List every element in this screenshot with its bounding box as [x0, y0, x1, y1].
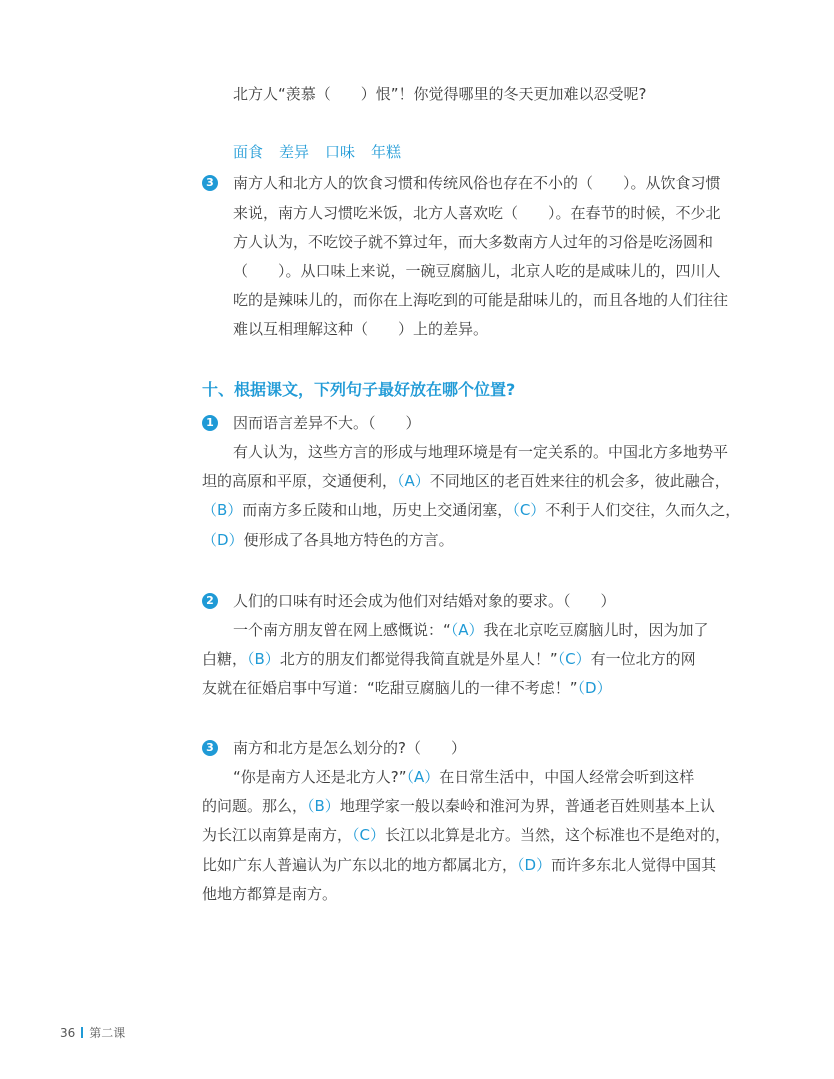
lesson-label: 第二课 — [89, 1026, 126, 1040]
paragraph-line: “你是南方人还是北方人?”（A）在日常生活中，中国人经常会听到这样 — [233, 768, 695, 786]
paragraph-line: 比如广东人普遍认为广东以北的地方都属北方，（D）而许多东北人觉得中国其 — [202, 856, 717, 874]
question-number-badge: 2 — [202, 593, 218, 609]
page-number: 36 — [60, 1026, 76, 1040]
paragraph-line: 白糖，（B）北方的朋友们都觉得我简直就是外星人！”（C）有一位北方的网 — [202, 650, 696, 668]
word-bank-item: 年糕 — [371, 143, 402, 161]
question-sentence: 因而语言差异不大。（ ） — [233, 414, 421, 432]
paragraph-line: 友就在征婚启事中写道：“吃甜豆腐脑儿的一律不考虑！”（D） — [202, 679, 612, 697]
footer-divider — [81, 1027, 83, 1038]
paragraph-line: 坦的高原和平原，交通便利，（A）不同地区的老百姓来往的机会多，彼此融合， — [202, 472, 730, 490]
position-marker: （D） — [577, 679, 612, 697]
paragraph-line: 方人认为，不吃饺子就不算过年，而大多数南方人过年的习俗是吃汤圆和 — [233, 233, 714, 251]
section-heading: 十、根据课文，下列句子最好放在哪个位置? — [202, 380, 516, 399]
paragraph-line: （ ）。从口味上来说，一碗豆腐脑儿，北京人吃的是咸味儿的，四川人 — [233, 262, 721, 280]
paragraph-line: 难以互相理解这种（ ）上的差异。 — [233, 320, 489, 338]
question-number-badge: 3 — [202, 740, 218, 756]
paragraph-line: 的问题。那么，（B）地理学家一般以秦岭和淮河为界，普通老百姓则基本上认 — [202, 797, 715, 815]
word-bank-item: 口味 — [325, 143, 356, 161]
position-marker: （D） — [517, 856, 552, 874]
position-marker: （C） — [557, 650, 591, 668]
position-marker: （B） — [202, 501, 243, 519]
paragraph-line: 吃的是辣味儿的，而你在上海吃到的可能是甜味儿的，而且各地的人们往往 — [233, 291, 729, 309]
question-number-badge: 1 — [202, 415, 218, 431]
position-marker: （A） — [397, 472, 430, 490]
paragraph-line: 来说，南方人习惯吃米饭，北方人喜欢吃（ ）。在春节的时候，不少北 — [233, 204, 721, 222]
position-marker: （B） — [307, 797, 340, 815]
word-bank-item: 差异 — [279, 143, 310, 161]
question-sentence: 人们的口味有时还会成为他们对结婚对象的要求。（ ） — [233, 592, 616, 610]
question-number-badge: 3 — [202, 175, 218, 191]
paragraph-line: 南方人和北方人的饮食习惯和传统风俗也存在不小的（ ）。从饮食习惯 — [233, 174, 721, 192]
position-marker: （C） — [352, 826, 385, 844]
word-bank — [233, 142, 417, 162]
paragraph-line: 有人认为，这些方言的形成与地理环境是有一定关系的。中国北方多地势平 — [233, 443, 729, 461]
paragraph-line: 他地方都算是南方。 — [202, 885, 338, 903]
position-marker: （A） — [450, 621, 484, 639]
paragraph-line: 一个南方朋友曾在网上感慨说：“（A）我在北京吃豆腐脑儿时，因为加了 — [233, 621, 709, 639]
position-marker: （D） — [202, 531, 244, 549]
position-marker: （C） — [512, 501, 546, 519]
paragraph-line: 为长江以南算是南方，（C）长江以北算是北方。当然，这个标准也不是绝对的， — [202, 826, 731, 844]
word-bank-item: 面食 — [233, 143, 264, 161]
paragraph-line: （D）便形成了各具地方特色的方言。 — [202, 531, 454, 549]
question-sentence: 南方和北方是怎么划分的?（ ） — [233, 739, 466, 757]
position-marker: （B） — [247, 650, 280, 668]
position-marker: （A） — [406, 768, 440, 786]
page-footer — [60, 1024, 125, 1041]
text-line: 北方人“羡慕（ ）恨”！你觉得哪里的冬天更加难以忍受呢? — [233, 85, 647, 103]
paragraph-line: （B）而南方多丘陵和山地，历史上交通闭塞，（C）不利于人们交往，久而久之， — [202, 501, 741, 519]
